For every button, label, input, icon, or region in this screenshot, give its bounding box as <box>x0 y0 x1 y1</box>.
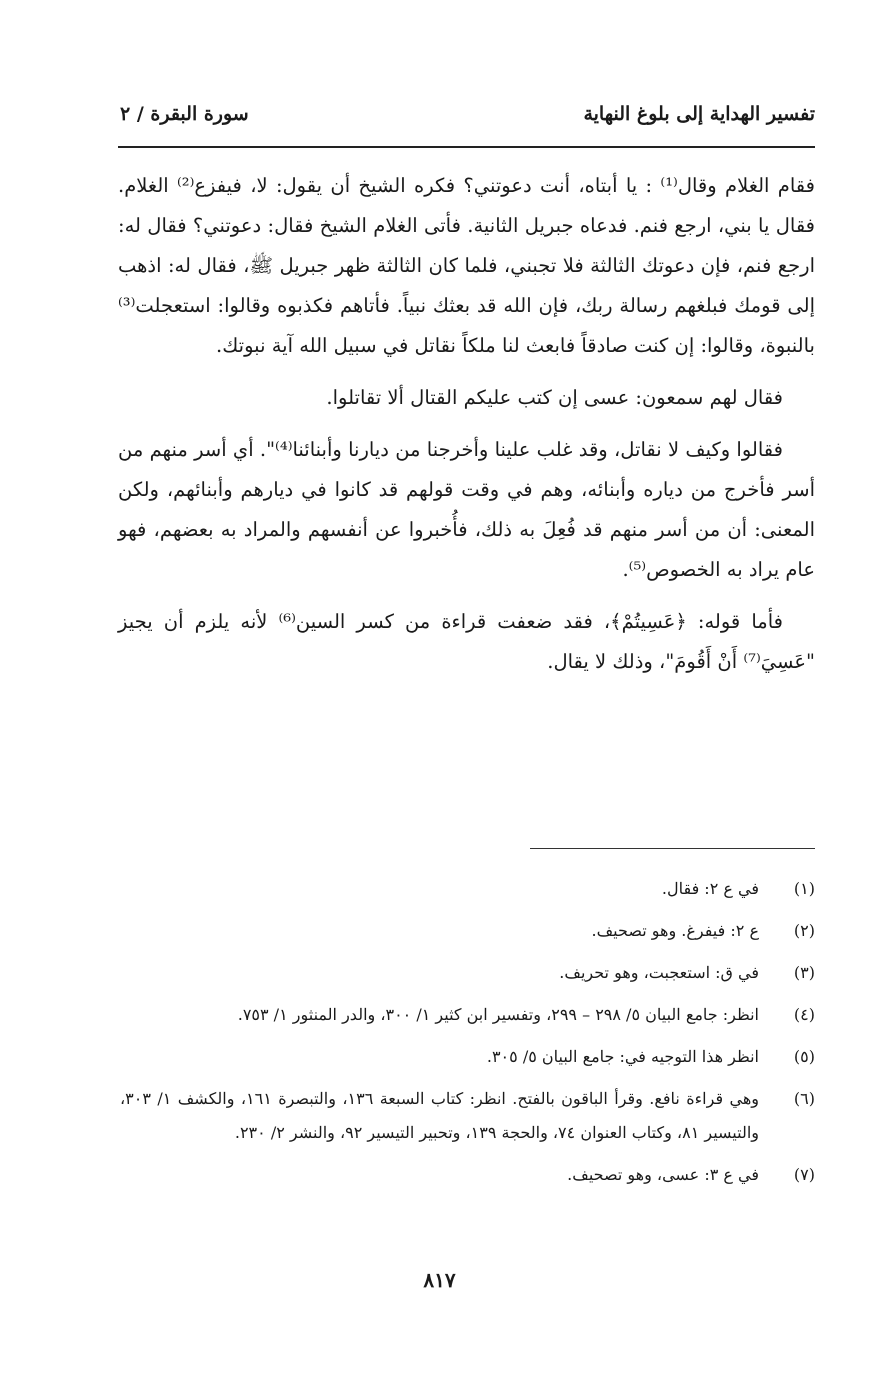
surah-title: سورة البقرة / ٢ <box>120 103 249 125</box>
footnote-item <box>120 1040 815 1074</box>
footnote-item <box>120 1082 815 1150</box>
footnote-item <box>120 956 815 990</box>
paragraph: فقال لهم سمعون: عسى إن كتب عليكم القتال ألا تقاتلوا. <box>326 386 783 409</box>
footnote-number: (٤) <box>793 1005 815 1024</box>
footnote-number: (٥) <box>793 1047 815 1066</box>
footnote-item <box>120 998 815 1032</box>
paragraph: فأما قوله: ﴿عَسِيتُمْ﴾، فقد ضعفت قراءة من كسر السين⁽⁶⁾ لأنه يلزم أن يجيز "عَسِيَ⁽⁷⁾ أَنْ أَقُومَ"، وذلك لا يقال. <box>118 610 815 673</box>
header-rule <box>118 146 815 148</box>
footnote-number: (٦) <box>793 1089 815 1108</box>
footnote-item <box>120 872 815 906</box>
footnote-text: انظر: جامع البيان ٥/ ٢٩٨ – ٢٩٩، وتفسير ابن كثير ١/ ٣٠٠، والدر المنثور ١/ ٧٥٣. <box>237 1005 759 1024</box>
footnote-text: انظر هذا التوجيه في: جامع البيان ٥/ ٣٠٥. <box>486 1047 759 1066</box>
paragraph: فقالوا وكيف لا نقاتل، وقد غلب علينا وأخرجنا من ديارنا وأبنائنا⁽⁴⁾". أي أسر منهم من أسر فأخرج من دياره وأبنائه، وهم في وقت قولهم قد كانوا في ديارهم وأبنائهم، ولكن المعنى: أن من أسر منهم قد فُعِلَ به ذلك، فأُخبروا عن أنفسهم والمراد به بعضهم، فهو عام يراد به الخصوص⁽⁵⁾. <box>118 438 815 581</box>
footnote-text: في ع ٢: فقال. <box>661 879 759 898</box>
footnote-number: (٢) <box>793 921 815 940</box>
footnote-separator <box>530 848 815 849</box>
footnote-text: ع ٢: فيفرغ. وهو تصحيف. <box>591 921 759 940</box>
footnote-text: في ع ٣: عسى، وهو تصحيف. <box>567 1165 759 1184</box>
page-number: ٨١٧ <box>423 1268 456 1292</box>
footnote-item <box>120 1158 815 1192</box>
paragraph: فقام الغلام وقال⁽¹⁾ : يا أبتاه، أنت دعوتني؟ فكره الشيخ أن يقول: لا، فيفزع⁽²⁾ الغلام. فقال يا بني، ارجع فنم. فدعاه جبريل الثانية. فأتى الغلام الشيخ فقال: دعوتني؟ فقال له: ارجع فنم، فإن دعوتك الثالثة فلا تجبني، فلما كان الثالثة ظهر جبريل ﷺ، فقال له: اذهب إلى قومك فبلغهم رسالة ربك، فإن الله قد بعثك نبياً. فأتاهم فكذبوه وقالوا: استعجلت⁽³⁾ بالنبوة، وقالوا: إن كنت صادقاً فابعث لنا ملكاً نقاتل في سبيل الله آية نبوتك. <box>118 174 815 357</box>
footnote-text: في ق: استعجبت، وهو تحريف. <box>559 963 759 982</box>
footnote-number: (٧) <box>793 1165 815 1184</box>
main-text <box>118 166 815 694</box>
footnote-number: (١) <box>793 879 815 898</box>
footnotes <box>120 872 815 1200</box>
footnote-number: (٣) <box>793 963 815 982</box>
book-title: تفسير الهداية إلى بلوغ النهاية <box>583 103 815 125</box>
footnote-text: وهي قراءة نافع. وقرأ الباقون بالفتح. انظر: كتاب السبعة ١٣٦، والتبصرة ١٦١، والكشف ١/ ٣٠٣، والتيسير ٨١، وكتاب العنوان ٧٤، والحجة ١٣٩، وتحبير التيسير ٩٢، والنشر ٢/ ٢٣٠. <box>120 1089 759 1142</box>
footnote-item <box>120 914 815 948</box>
running-header <box>120 103 815 137</box>
